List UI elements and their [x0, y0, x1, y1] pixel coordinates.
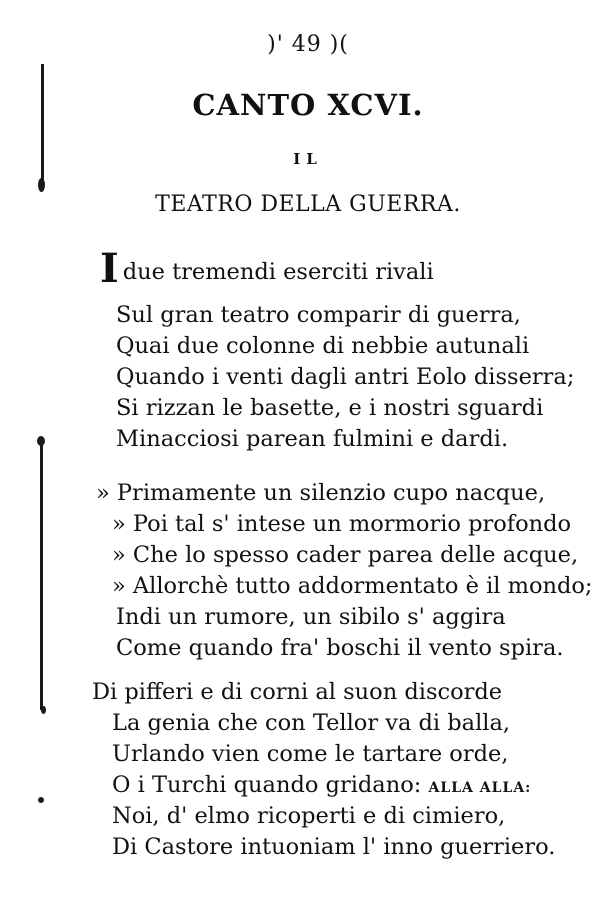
verse-line: Di Castore intuoniam l' inno guerriero. — [112, 834, 556, 860]
verse-text: due tremendi eserciti rivali — [122, 259, 434, 285]
verse-exclamation: ALLA ALLA: — [428, 780, 532, 796]
verse-line: Di pifferi e di corni al suon discorde — [92, 679, 503, 705]
margin-dot-top — [38, 178, 45, 192]
margin-rule-middle — [40, 440, 43, 710]
verse-line: Minacciosi parean fulmini e dardi. — [116, 426, 509, 452]
canto-title: CANTO XCVI. — [192, 88, 424, 122]
verse-text: O i Turchi quando gridano: — [112, 772, 429, 798]
verse-line: » Poi tal s' intese un mormorio profondo — [112, 511, 572, 537]
margin-dot-bottom — [38, 797, 44, 803]
verse-line: Come quando fra' boschi il vento spira. — [116, 635, 564, 661]
verse-line: Quando i venti dagli antri Eolo disserra; — [116, 364, 575, 390]
verse-line: » Allorchè tutto addormentato è il mondo; — [112, 573, 593, 599]
verse-line — [100, 245, 434, 292]
verse-line: Urlando vien come le tartare orde, — [112, 741, 509, 767]
poem-subtitle: TEATRO DELLA GUERRA. — [155, 192, 461, 217]
verse-line: Quai due colonne di nebbie autunali — [116, 333, 530, 359]
drop-cap: I — [100, 245, 119, 292]
verse-line: La genia che con Tellor va di balla, — [112, 710, 511, 736]
verse-line — [112, 770, 531, 803]
margin-dot-middle-bottom — [41, 706, 46, 714]
verse-line: Noi, d' elmo ricoperti e di cimiero, — [112, 803, 506, 829]
page-number: )' 49 )( — [267, 32, 349, 57]
margin-dot-middle-top — [37, 436, 45, 446]
verse-line: Sul gran teatro comparir di guerra, — [116, 302, 521, 328]
verse-line: Indi un rumore, un sibilo s' aggira — [116, 604, 506, 630]
verse-line: » Primamente un silenzio cupo nacque, — [96, 480, 546, 506]
verse-line: Si rizzan le basette, e i nostri sguardi — [116, 395, 544, 421]
title-article: IL — [293, 150, 323, 168]
verse-line: » Che lo spesso cader parea delle acque, — [112, 542, 579, 568]
